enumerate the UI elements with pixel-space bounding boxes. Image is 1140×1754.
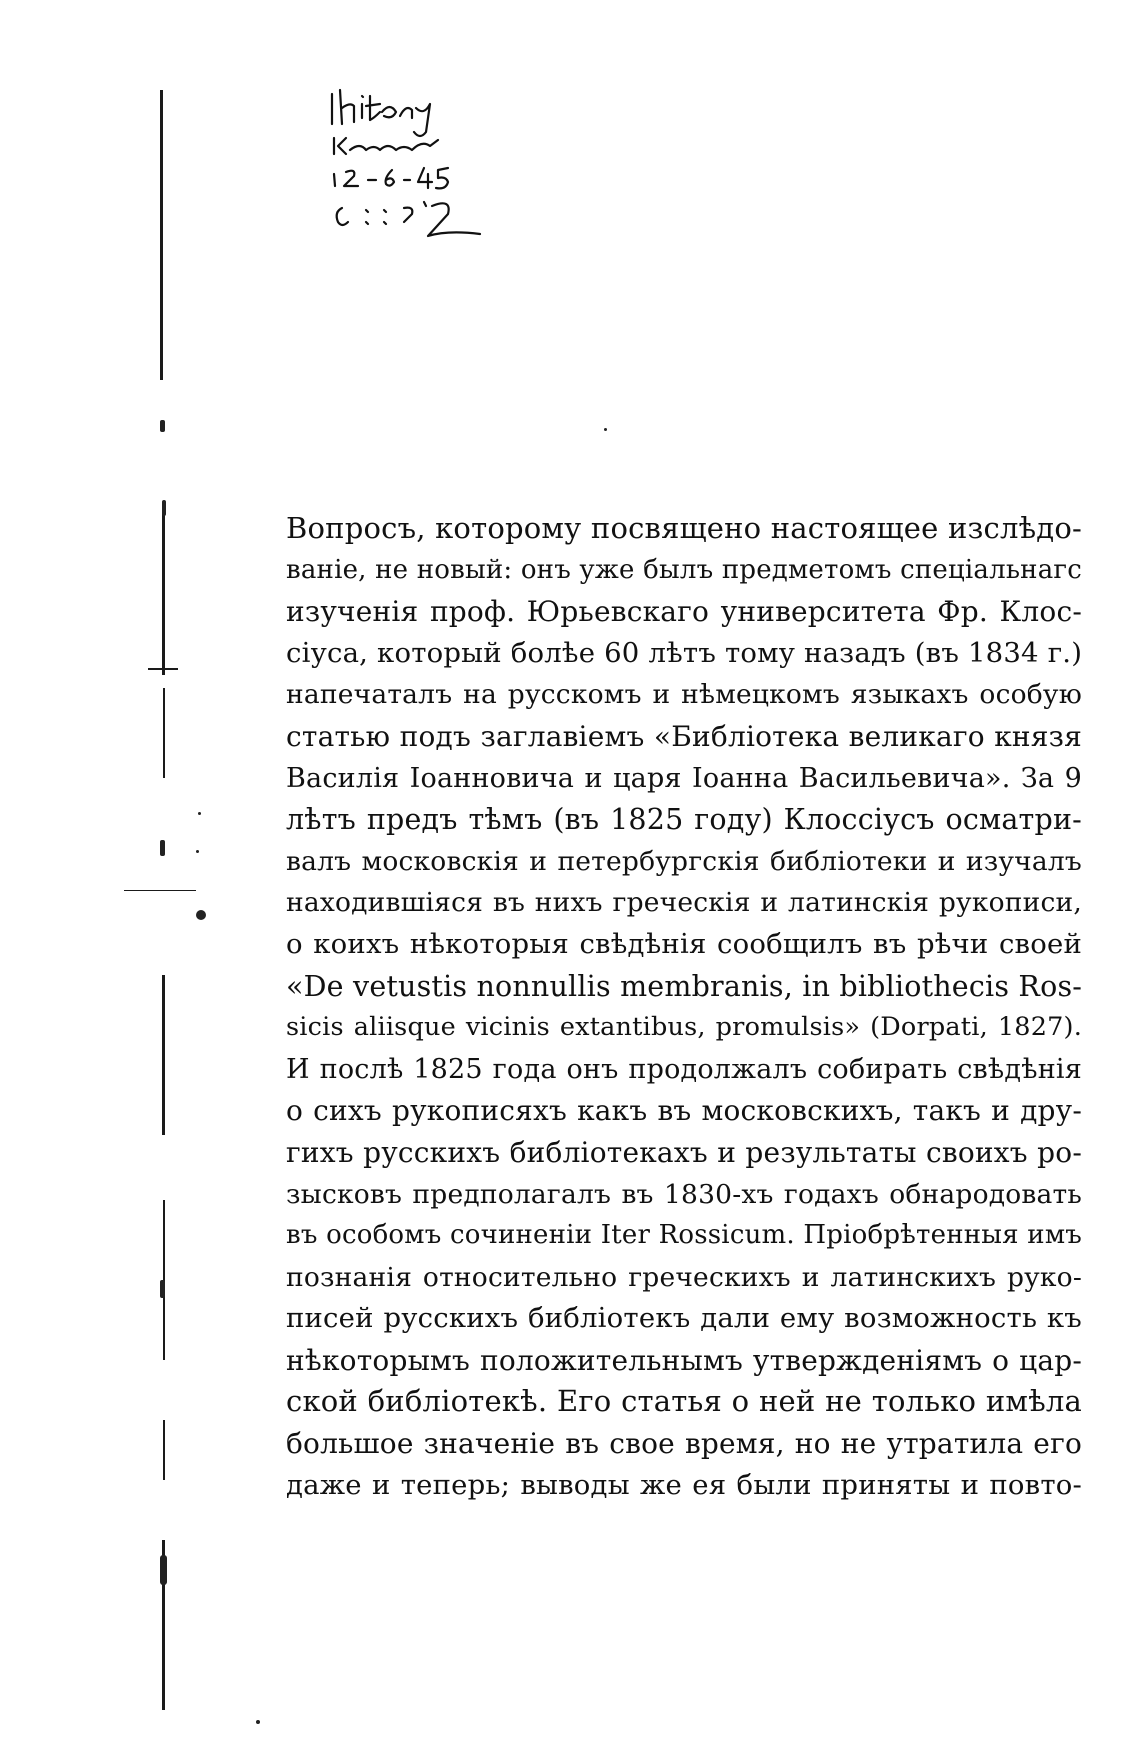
ink-speck bbox=[198, 812, 201, 815]
text-line: «De vetustis nonnullis membranis, in bibliothecis Ros- bbox=[286, 969, 1083, 1003]
ink-speck bbox=[604, 428, 607, 431]
text-line: Василія Іоанновича и царя Іоанна Васильевича». За 9 bbox=[286, 762, 1082, 794]
text-line: даже и теперь; выводы же ея были приняты и повто- bbox=[286, 1468, 1082, 1501]
text-line: И послѣ 1825 года онъ продолжалъ собирать свѣдѣнія bbox=[286, 1053, 1082, 1085]
ink-speck bbox=[160, 840, 165, 856]
text-line: лѣтъ предъ тѣмъ (въ 1825 году) Клоссіусъ осматри- bbox=[286, 803, 1082, 837]
text-line: писей русскихъ библіотекъ дали ему возможность къ bbox=[286, 1302, 1082, 1335]
text-line: статью подъ заглавіемъ «Библіотека великаго князя bbox=[286, 719, 1082, 753]
ink-speck bbox=[160, 1280, 165, 1298]
ink-speck bbox=[162, 500, 166, 516]
text-line: находившіяся въ нихъ греческія и латинскія рукописи, bbox=[286, 887, 1082, 919]
margin-rule bbox=[163, 688, 165, 778]
ink-speck bbox=[196, 850, 199, 853]
text-line: гихъ русскихъ библіотекахъ и результаты своихъ ро- bbox=[286, 1135, 1082, 1169]
margin-tick bbox=[148, 668, 178, 670]
text-line: ваніе, не новый: онъ уже былъ предметомъ спеціальнагс bbox=[286, 554, 1082, 585]
text-line: о коихъ нѣкоторыя свѣдѣнія сообщилъ въ рѣчи своей bbox=[286, 927, 1082, 960]
text-line: нѣкоторымъ положительнымъ утвержденіямъ о цар- bbox=[286, 1343, 1082, 1377]
text-line: sicis aliisque vicinis extantibus, promulsis» (Dorpati, 1827). bbox=[286, 1012, 1082, 1043]
margin-rule bbox=[162, 505, 165, 675]
margin-tick bbox=[124, 890, 196, 891]
text-line: сіуса, который болѣе 60 лѣтъ тому назадъ (въ 1834 г.) bbox=[286, 636, 1083, 669]
margin-rule bbox=[163, 1420, 165, 1480]
text-line: о сихъ рукописяхъ какъ въ московскихъ, такъ и дру- bbox=[286, 1094, 1082, 1128]
text-line: зысковъ предполагалъ въ 1830-хъ годахъ обнародовать bbox=[286, 1178, 1082, 1210]
text-line: ской библіотекѣ. Его статья о ней не только имѣла bbox=[286, 1384, 1082, 1419]
text-line: валъ московскія и петербургскія библіотеки и изучалъ bbox=[286, 845, 1082, 877]
text-line: въ особомъ сочиненіи Iter Rossicum. Пріобрѣтенныя имъ bbox=[286, 1220, 1082, 1251]
text-line: напечаталъ на русскомъ и нѣмецкомъ языкахъ особую bbox=[286, 679, 1082, 711]
ink-speck bbox=[160, 1555, 167, 1585]
margin-rule bbox=[162, 975, 165, 1135]
ink-speck bbox=[256, 1720, 260, 1724]
body-paragraph bbox=[286, 508, 1082, 1506]
text-line: большое значеніе въ свое время, но не утратила его bbox=[286, 1427, 1082, 1461]
ink-speck bbox=[160, 420, 165, 432]
text-line: изученія проф. Юрьевскаго университета Фр. Клос- bbox=[286, 595, 1082, 629]
ink-speck bbox=[196, 910, 206, 920]
text-line: познанія относительно греческихъ и латинскихъ руко- bbox=[286, 1261, 1082, 1293]
text-line: Вопросъ, которому посвящено настоящее изслѣдо- bbox=[286, 511, 1082, 545]
handwritten-accession-note bbox=[320, 82, 530, 252]
margin-rule bbox=[160, 90, 163, 380]
